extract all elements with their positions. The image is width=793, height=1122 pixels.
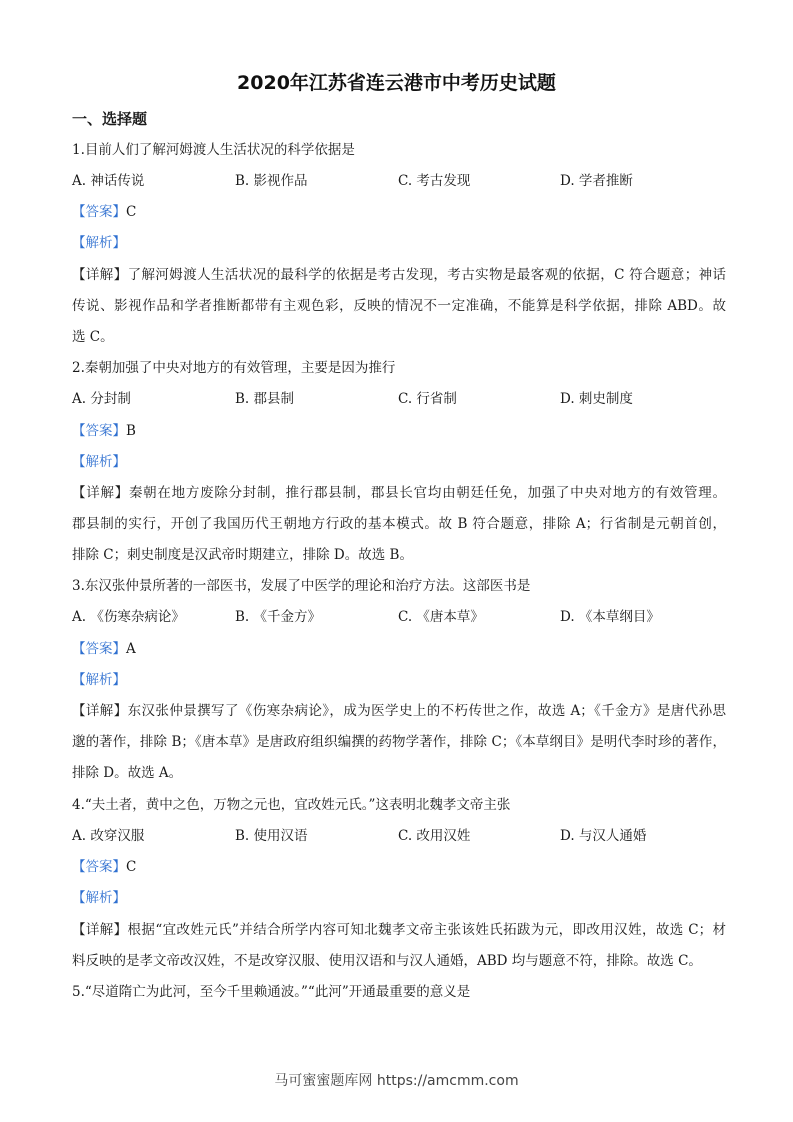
analysis-tag: 【解析】 bbox=[72, 672, 126, 688]
analysis-tag: 【解析】 bbox=[72, 235, 126, 251]
q2-option-d: D. 刺史制度 bbox=[560, 391, 633, 407]
detail-tag: 【详解】 bbox=[72, 267, 128, 283]
answer-tag: 【答案】 bbox=[72, 204, 126, 220]
q4-option-c: C. 改用汉姓 bbox=[398, 828, 471, 844]
question-2-stem: 2.秦朝加强了中央对地方的有效管理，主要是因为推行 bbox=[72, 360, 396, 376]
q3-detail-line-1 bbox=[72, 701, 726, 721]
question-1-stem: 1.目前人们了解河姆渡人生活状况的科学依据是 bbox=[72, 142, 355, 158]
q3-analysis bbox=[72, 670, 726, 690]
analysis-tag: 【解析】 bbox=[72, 890, 126, 906]
q2-option-c: C. 行省制 bbox=[398, 391, 457, 407]
q4-answer bbox=[72, 857, 726, 877]
answer-tag: 【答案】 bbox=[72, 423, 126, 439]
q4-detail-line-1 bbox=[72, 920, 726, 940]
detail-text: 了解河姆渡人生活状况的最科学的依据是考古发现，考古实物是最客观的依据，C 符合题意；神话 bbox=[127, 267, 726, 283]
q2-detail-line-2: 郡县制的实行，开创了我国历代王朝地方行政的基本模式。故 B 符合题意，排除 A；行省制是元朝首创， bbox=[72, 516, 726, 532]
q2-analysis bbox=[72, 452, 726, 472]
q1-option-d: D. 学者推断 bbox=[560, 173, 633, 189]
answer-value: C bbox=[126, 859, 137, 875]
q3-detail-line-3: 排除 D。故选 A。 bbox=[72, 765, 183, 781]
q4-option-d: D. 与汉人通婚 bbox=[560, 828, 647, 844]
detail-text: 根据“宜改姓元氏”并结合所学内容可知北魏孝文帝主张该姓氏拓跋为元，即改用汉姓，故选 C；材 bbox=[127, 922, 726, 938]
answer-value: C bbox=[126, 204, 137, 220]
q2-option-b: B. 郡县制 bbox=[235, 391, 295, 407]
q1-answer bbox=[72, 202, 726, 222]
detail-tag: 【详解】 bbox=[72, 485, 129, 501]
analysis-tag: 【解析】 bbox=[72, 454, 126, 470]
q1-detail-line-1 bbox=[72, 265, 726, 285]
detail-text: 秦朝在地方废除分封制，推行郡县制，郡县长官均由朝廷任免，加强了中央对地方的有效管理。 bbox=[128, 485, 726, 501]
q4-analysis bbox=[72, 888, 726, 908]
answer-value: A bbox=[126, 641, 136, 657]
q2-answer bbox=[72, 421, 726, 441]
q1-option-b: B. 影视作品 bbox=[235, 173, 308, 189]
question-4-stem: 4.“夫土者，黄中之色，万物之元也，宜改姓元氏。”这表明北魏孝文帝主张 bbox=[72, 797, 511, 813]
q3-option-d: D. 《本草纲目》 bbox=[560, 609, 660, 625]
q4-option-a: A. 改穿汉服 bbox=[72, 828, 145, 844]
answer-value: B bbox=[126, 423, 136, 439]
q3-option-b: B. 《千金方》 bbox=[235, 609, 322, 625]
q3-detail-line-2: 邈的著作，排除 B；《唐本草》是唐政府组织编撰的药物学著作，排除 C；《本草纲目》是明代李时珍的著作， bbox=[72, 734, 726, 750]
question-3-stem: 3.东汉张仲景所著的一部医书，发展了中医学的理论和治疗方法。这部医书是 bbox=[72, 578, 531, 594]
page-title: 2020年江苏省连云港市中考历史试题 bbox=[237, 72, 556, 94]
q2-detail-line-1 bbox=[72, 483, 726, 503]
answer-tag: 【答案】 bbox=[72, 859, 126, 875]
detail-text: 东汉张仲景撰写了《伤寒杂病论》，成为医学史上的不朽传世之作，故选 A；《千金方》是唐代孙思 bbox=[127, 703, 726, 719]
detail-tag: 【详解】 bbox=[72, 703, 128, 719]
q4-option-b: B. 使用汉语 bbox=[235, 828, 308, 844]
q3-option-c: C. 《唐本草》 bbox=[398, 609, 484, 625]
q1-detail-line-2: 传说、影视作品和学者推断都带有主观色彩，反映的情况不一定准确，不能算是科学依据，排除 ABD。故 bbox=[72, 298, 726, 314]
q2-option-a: A. 分封制 bbox=[72, 391, 131, 407]
question-5-stem: 5.“尽道隋亡为此河，至今千里赖通波。”“此河”开通最重要的意义是 bbox=[72, 984, 471, 1000]
detail-tag: 【详解】 bbox=[72, 922, 128, 938]
q1-option-c: C. 考古发现 bbox=[398, 173, 471, 189]
q2-detail-line-3: 排除 C；刺史制度是汉武帝时期建立，排除 D。故选 B。 bbox=[72, 547, 413, 563]
answer-tag: 【答案】 bbox=[72, 641, 126, 657]
section-heading: 一、选择题 bbox=[72, 110, 148, 128]
q1-option-a: A. 神话传说 bbox=[72, 173, 145, 189]
q3-answer bbox=[72, 639, 726, 659]
q4-detail-line-2: 料反映的是孝文帝改汉姓，不是改穿汉服、使用汉语和与汉人通婚，ABD 均与题意不符，排除。故选 C。 bbox=[72, 953, 702, 969]
q1-detail-line-3: 选 C。 bbox=[72, 329, 114, 345]
q3-option-a: A. 《伤寒杂病论》 bbox=[72, 609, 185, 625]
footer-watermark: 马可蜜蜜题库网 https://amcmm.com bbox=[274, 1073, 519, 1089]
q1-analysis bbox=[72, 233, 726, 253]
